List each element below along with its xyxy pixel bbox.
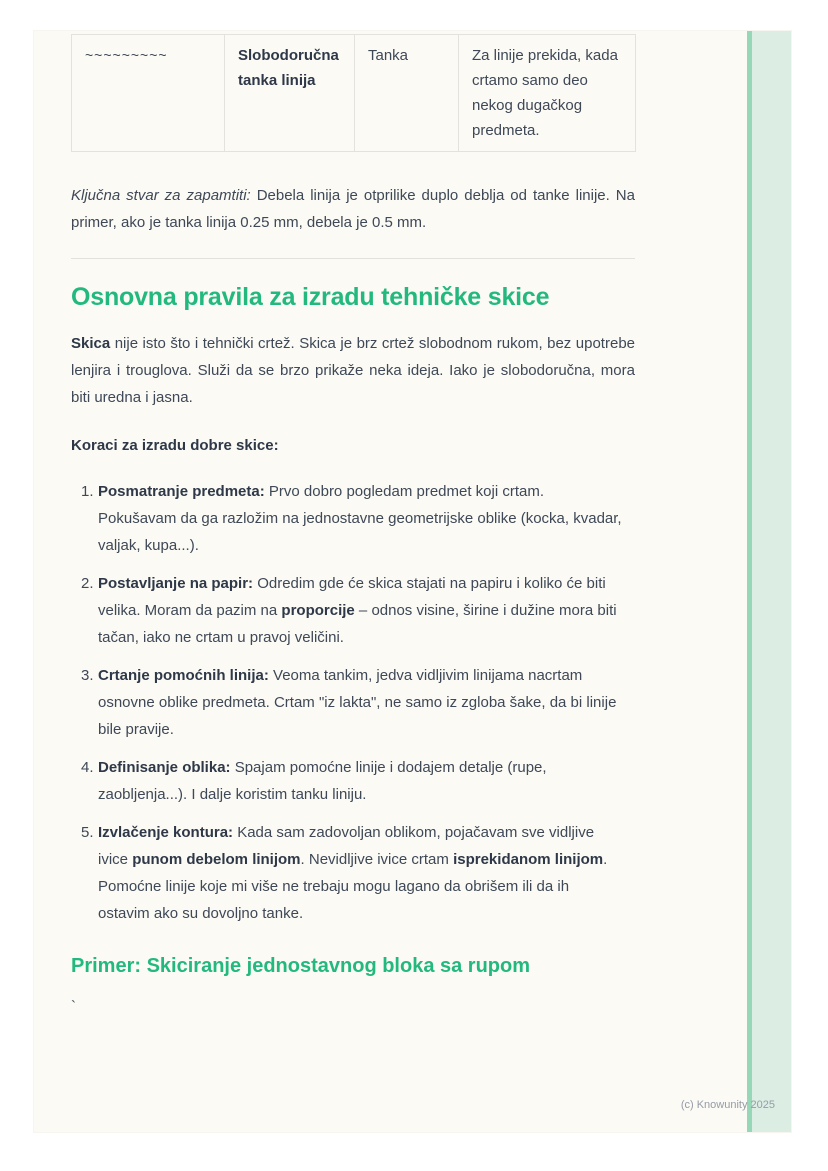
text-segment: Debela linija je otprilike duplo deblja od tanke linije. Na primer, ako je tanka linija 0.25 mm, debela je 0.5 mm. bbox=[71, 187, 635, 231]
step-text bbox=[98, 819, 622, 927]
step-item bbox=[81, 754, 635, 808]
table-row bbox=[72, 35, 636, 152]
step-text bbox=[98, 754, 622, 808]
text-segment: Skica bbox=[71, 335, 111, 352]
page-edge-stripe bbox=[747, 31, 791, 1132]
step-item bbox=[81, 570, 635, 651]
text-segment: Spajam pomoćne linije i dodajem detalje (rupe, zaobljenja...). I dalje koristim tanku liniju. bbox=[98, 759, 547, 803]
section-heading: Osnovna pravila za izradu tehničke skice bbox=[71, 283, 550, 311]
text-segment: nije isto što i tehnički crtež. Skica je brz crtež slobodnom rukom, bez upotrebe lenjira i trouglova. Služi da se brzo prikaže neka ideja. Iako je slobodoručna, mora biti uredna i jasna. bbox=[71, 335, 635, 406]
step-item bbox=[81, 478, 635, 559]
step-item bbox=[81, 662, 635, 743]
text-segment: Veoma tankim, jedva vidljivim linijama nacrtam osnovne oblike predmeta. Crtam "iz lakta", ne samo iz zgloba šake, da bi linije bile pravije. bbox=[98, 667, 617, 738]
key-note-paragraph bbox=[71, 182, 635, 236]
copyright-notice: (c) Knowunity 2025 bbox=[680, 1099, 775, 1111]
steps-list bbox=[71, 478, 635, 927]
text-segment: proporcije bbox=[281, 602, 355, 619]
step-text bbox=[98, 662, 622, 743]
step-number: 3. bbox=[81, 667, 94, 684]
line-types-table bbox=[71, 34, 636, 152]
text-segment: Postavljanje na papir: bbox=[98, 575, 254, 592]
text-segment: isprekidanom linijom bbox=[453, 851, 604, 868]
cell-line-usage: Za linije prekida, kada crtamo samo deo nekog dugačkog predmeta. bbox=[459, 35, 636, 152]
text-segment: Crtanje pomoćnih linija: bbox=[98, 667, 269, 684]
text-segment: – odnos visine, širine i dužine mora biti tačan, iako ne crtam u pravoj veličini. bbox=[98, 602, 617, 646]
text-segment: Kada sam zadovoljan oblikom, pojačavam sve vidljive ivice bbox=[98, 824, 595, 868]
steps-heading: Koraci za izradu dobre skice: bbox=[71, 437, 279, 454]
text-segment: Izvlačenje kontura: bbox=[98, 824, 234, 841]
document-page bbox=[33, 30, 792, 1133]
cell-line-thickness: Tanka bbox=[355, 35, 459, 152]
text-segment: . Nevidljive ivice crtam bbox=[300, 851, 454, 868]
text-segment: punom debelom linijom bbox=[132, 851, 301, 868]
text-segment: Ključna stvar za zapamtiti: bbox=[71, 187, 251, 204]
step-number: 5. bbox=[81, 824, 94, 841]
section-divider bbox=[71, 258, 635, 259]
step-text bbox=[98, 478, 622, 559]
step-number: 2. bbox=[81, 575, 94, 592]
text-segment: Odredim gde će skica stajati na papiru i koliko će biti velika. Moram da pazim na bbox=[98, 575, 606, 619]
example-heading: Primer: Skiciranje jednostavnog bloka sa rupom bbox=[71, 955, 531, 977]
text-segment: Prvo dobro pogledam predmet koji crtam. Pokušavam da ga razložim na jednostavne geometrijske oblike (kocka, kvadar, valjak, kupa...). bbox=[98, 483, 622, 554]
text-segment: Posmatranje predmeta: bbox=[98, 483, 265, 500]
step-item bbox=[81, 819, 635, 927]
step-number: 1. bbox=[81, 483, 94, 500]
cell-line-name: Slobodoručna tanka linija bbox=[225, 35, 355, 152]
step-number: 4. bbox=[81, 759, 94, 776]
step-text bbox=[98, 570, 622, 651]
backtick-placeholder: ` bbox=[71, 998, 76, 1015]
cell-line-sample: ~~~~~~~~~ bbox=[72, 35, 225, 152]
intro-paragraph bbox=[71, 330, 635, 411]
text-segment: . Pomoćne linije koje mi više ne trebaju mogu lagano da obrišem ili da ih ostavim ako su dovoljno tanke. bbox=[98, 851, 608, 922]
page-content bbox=[71, 31, 635, 1020]
text-segment: Definisanje oblika: bbox=[98, 759, 231, 776]
